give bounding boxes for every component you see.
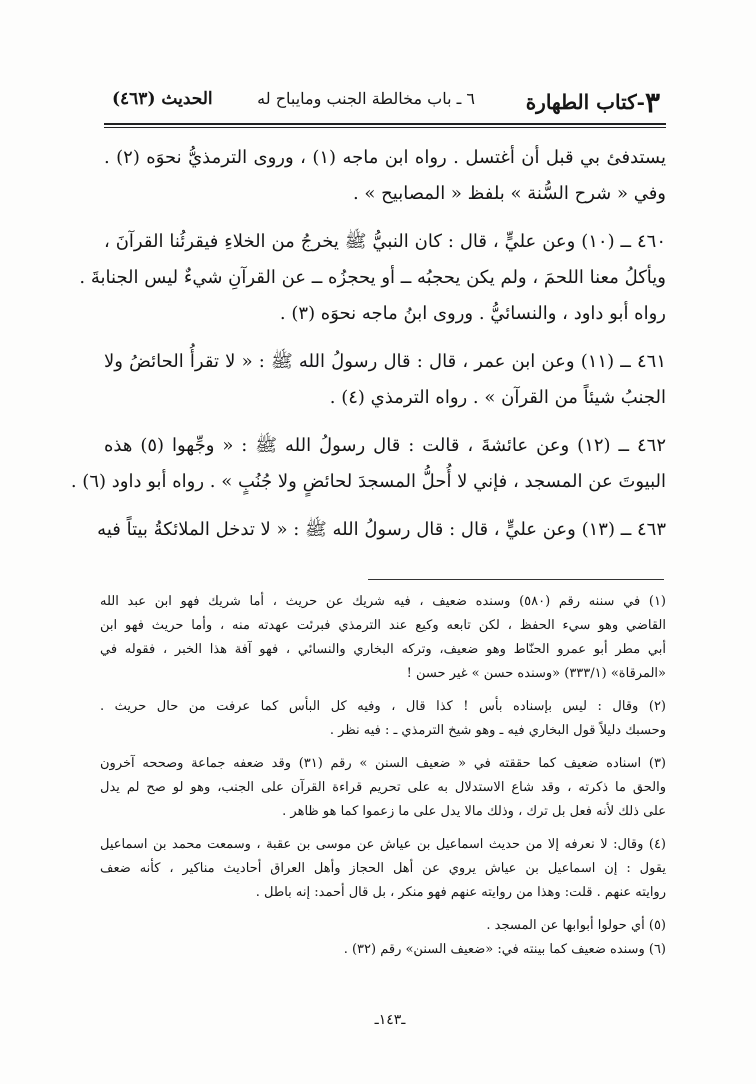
- footnote-gap: [100, 905, 666, 914]
- footnote-gap: [100, 686, 666, 695]
- paragraph-gap: [104, 500, 666, 512]
- chapter-number: ٣: [644, 86, 660, 119]
- footnote-line: يقول : إن اسماعيل بن عياش يروي عن أهل الحجاز وأهل العراق أحاديث مناكير ، كأنه ضعف: [100, 861, 666, 876]
- footnote-line: (٤) وقال: لا نعرفه إلا من حديث اسماعيل بن عياش عن موسى بن عقبة ، وسمعت محمد بن اسماعيل: [100, 837, 666, 852]
- paragraph-gap: [104, 212, 666, 224]
- paragraph-gap: [104, 332, 666, 344]
- hadith-reference: الحديث (٤٦٣): [112, 89, 213, 109]
- main-text: [70, 140, 667, 548]
- text-line: ويأكلُ معنا اللحمَ ، ولم يكن يحجبُه ــ أو يحجزُه ــ عن القرآنِ شيءٌ ليس الجنابةَ .: [79, 267, 666, 288]
- footnote-line: (٦) وسنده ضعيف كما بينته في: «ضعيف السنن» رقم (٣٢) .: [343, 942, 666, 957]
- footnote-line: القاضي وهو سيء الحفظ ، لكن تابعه وكيع عند الترمذي فبرئت عهدته منه ، وأما حريث فهو ابن: [100, 618, 666, 633]
- header-rule: [104, 123, 666, 125]
- header-rule-thin: [104, 127, 666, 128]
- footnote-line: «المرقاة» (٣٣٣/١) «وسنده حسن » غير حسن !: [406, 666, 666, 681]
- section-title: ٦ ـ باب مخالطة الجنب ومايباح له: [257, 89, 475, 108]
- footnote-line: (٣) اسناده ضعيف كما حققته في « ضعيف السنن » رقم (٣١) وقد ضعفه جماعة وصححه آخرون: [100, 756, 666, 771]
- footnote-line: (٥) أي حولوا أبوابها عن المسجد .: [486, 918, 666, 933]
- chapter-name: كتاب الطهارة: [525, 90, 637, 114]
- footnote-separator: [368, 579, 664, 580]
- footnote-gap: [100, 743, 666, 752]
- footnote-line: على ذلك لأنه فعل بل ترك ، وذلك مالا يدل على ما زعموا كما هو ظاهر .: [282, 804, 666, 819]
- paragraph-gap: [104, 416, 666, 428]
- text-line: ٤٦٢ ــ (١٢) وعن عائشةَ ، قالت : قال رسولُ الله ﷺ : « وجِّهوا (٥) هذه: [104, 435, 667, 456]
- text-line: ٤٦٠ ــ (١٠) وعن عليٍّ ، قال : كان النبيُّ ﷺ يخرجُ من الخلاءِ فيقرئُنا القرآنَ ،: [104, 231, 666, 252]
- text-line: ٤٦٣ ــ (١٣) وعن عليٍّ ، قال : قال رسولُ الله ﷺ : « لا تدخل الملائكةُ بيتاً فيه: [97, 519, 666, 540]
- footnote-gap: [100, 824, 666, 833]
- footnote-line: وحسبك دليلاً قول البخاري فيه ـ وهو شيخ الترمذي ـ : فيه نظر .: [329, 723, 666, 738]
- footnote-line: (١) في سننه رقم (٥٨٠) وسنده ضعيف ، فيه شريك عن حريث ، أما شريك فهو ابن عبد الله: [100, 594, 666, 609]
- footnote-line: أبي مطر أبو عمرو الحنّاط وهو ضعيف، وتركه البخاري والنسائي ، فهو آفة هذا الخبر ، فقوله في: [100, 642, 666, 657]
- text-line: يستدفئ بي قبل أن أغتسل . رواه ابن ماجه (١) ، وروى الترمذيُّ نحوَه (٢) .: [104, 147, 666, 168]
- text-line: ٤٦١ ــ (١١) وعن ابن عمر ، قال : قال رسولُ الله ﷺ : « لا تقرأُ الحائضُ ولا: [104, 351, 666, 372]
- text-line: البيوتَ عن المسجد ، فإني لا أُحلُّ المسجدَ لحائضٍ ولا جُنُبٍ » . رواه أبو داود (٦) .: [70, 471, 666, 492]
- running-header: [112, 86, 660, 120]
- page-number: ـ١٤٣ـ: [374, 1012, 406, 1028]
- chapter-title: ٣-كتاب الطهارة: [525, 86, 660, 119]
- text-line: رواه أبو داود ، والنسائيُّ . وروى ابنُ ماجه نحوَه (٣) .: [279, 303, 666, 324]
- footnotes: [100, 590, 666, 962]
- footnote-line: والحق ما ذكرته ، وقد شاع الاستدلال به على تحريم قراءة القرآن على الجنب، وهو لو صح لم يدل: [100, 780, 666, 795]
- footnote-line: روايته عنهم . قلت: وهذا من روايته عنهم فهو منكر ، بل قال أحمد: إنه باطل .: [255, 885, 666, 900]
- text-line: وفي « شرح السُّنة » بلفظ « المصابيح » .: [352, 183, 666, 204]
- footnote-line: (٢) وقال : ليس بإسناده بأس ! كذا قال ، وفيه كل البأس كما عرفت من حال حريث .: [100, 699, 666, 714]
- text-line: الجنبُ شيئاً من القرآن » . رواه الترمذي (٤) .: [329, 387, 666, 408]
